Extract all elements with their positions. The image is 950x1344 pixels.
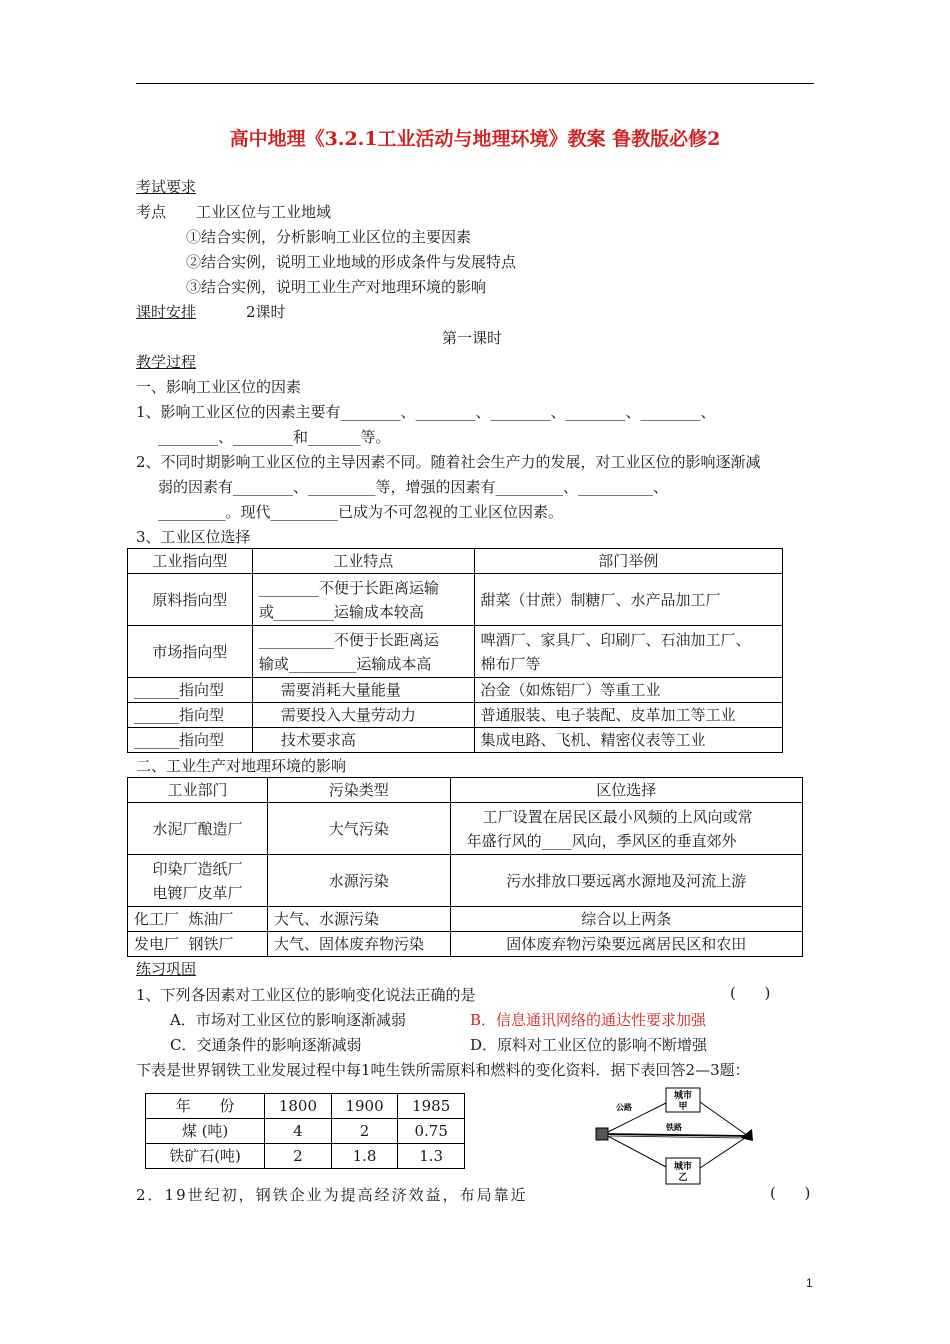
table-cell: 集成电路、飞机、精密仪表等工业 xyxy=(474,728,782,753)
table-cell: 4 xyxy=(265,1119,332,1144)
table-cell: ______指向型 xyxy=(128,728,253,753)
table-row xyxy=(128,574,783,626)
practice-heading: 练习巩固 xyxy=(136,960,197,978)
table-cell: 1.8 xyxy=(331,1144,398,1169)
table-cell: 技术要求高 xyxy=(252,728,474,753)
cell-line: 工厂设置在居民区最小风频的上风向或常 xyxy=(482,807,753,826)
table-row xyxy=(146,1119,465,1144)
exam-item-3: ③结合实例，说明工业生产对地理环境的影响 xyxy=(186,278,487,296)
transport-diagram xyxy=(590,1082,770,1188)
table-header: 区位选择 xyxy=(450,778,802,803)
section-2-heading: 二、工业生产对地理环境的影响 xyxy=(136,757,347,775)
factory-site-marker xyxy=(596,1128,608,1140)
question-2-line-1: 2、不同时期影响工业区位的主导因素不同。随着社会生产力的发展，对工业区位的影响逐渐减 xyxy=(136,453,761,471)
answer-paren-1: ( ) xyxy=(730,984,771,1002)
schedule-value: 2课时 xyxy=(246,303,286,321)
table-intro: 下表是世界钢铁工业发展过程中每1吨生铁所需原料和燃料的变化资料．据下表回答2—3题： xyxy=(136,1061,750,1079)
cell-line: ________不便于长距离运输 xyxy=(258,578,439,597)
table-row xyxy=(128,932,803,957)
exam-point-label: 考点 xyxy=(136,203,167,221)
railway-line xyxy=(604,1134,748,1136)
table-cell: 大气污染 xyxy=(267,803,450,855)
table-cell: 煤 (吨) xyxy=(146,1119,265,1144)
table-header: 1900 xyxy=(331,1094,398,1119)
table-cell: 0.75 xyxy=(398,1119,465,1144)
line-city-b-to-site xyxy=(700,1136,748,1168)
table-cell: 固体废弃物污染要远离居民区和农田 xyxy=(450,932,802,957)
table-cell: 甜菜（甘蔗）制糖厂、水产品加工厂 xyxy=(474,574,782,626)
table-cell: 综合以上两条 xyxy=(450,907,802,932)
cell-line: 电镀厂皮革厂 xyxy=(152,883,243,902)
option-a: A．市场对工业区位的影响逐渐减弱 xyxy=(170,1011,406,1029)
option-b: B．信息通讯网络的通达性要求加强 xyxy=(470,1011,707,1029)
cell-line: 年盛行风的____风向，季风区的垂直郊外 xyxy=(466,831,737,850)
answer-paren-2: ( ) xyxy=(770,1184,811,1202)
table-cell: 污水排放口要远离水源地及河流上游 xyxy=(450,855,802,907)
table-cell: 冶金（如炼铝厂）等重工业 xyxy=(474,678,782,703)
cell-line: 啤酒厂、家具厂、印刷厂、石油加工厂、 xyxy=(480,630,751,649)
table-header: 年 份 xyxy=(146,1094,265,1119)
table-header: 工业特点 xyxy=(252,549,474,574)
table-cell: 需要投入大量劳动力 xyxy=(252,703,474,728)
cell-line: 棉布厂等 xyxy=(480,654,541,673)
option-c: C．交通条件的影响逐渐减弱 xyxy=(170,1036,362,1054)
page-number: 1 xyxy=(806,1276,813,1290)
table-cell xyxy=(450,803,802,855)
table-cell xyxy=(252,626,474,678)
table-row xyxy=(146,1144,465,1169)
road-to-city-b xyxy=(604,1134,668,1168)
schedule-label: 课时安排 xyxy=(136,303,197,321)
table-cell: 原料指向型 xyxy=(128,574,253,626)
table-cell: 2 xyxy=(331,1119,398,1144)
table-cell: 发电厂 钢铁厂 xyxy=(128,932,268,957)
table-cell: 铁矿石(吨) xyxy=(146,1144,265,1169)
table-row xyxy=(128,678,783,703)
exam-point-name: 工业区位与工业地域 xyxy=(196,203,332,221)
table-header-row xyxy=(146,1094,465,1119)
option-d: D．原料对工业区位的影响不断增强 xyxy=(470,1036,708,1054)
table-cell: 需要消耗大量能量 xyxy=(252,678,474,703)
cell-line: 印染厂造纸厂 xyxy=(152,859,243,878)
table-cell: ______指向型 xyxy=(128,678,253,703)
process-heading: 教学过程 xyxy=(136,353,197,371)
cell-line: 或________运输成本较高 xyxy=(258,602,424,621)
section-1-heading: 一、影响工业区位的因素 xyxy=(136,378,302,396)
exam-heading: 考试要求 xyxy=(136,178,197,196)
industry-location-table xyxy=(127,548,783,753)
question-3: 3、工业区位选择 xyxy=(136,528,251,546)
table-header: 1985 xyxy=(398,1094,465,1119)
cell-line: 输或_________运输成本高 xyxy=(258,654,432,673)
exam-item-2: ②结合实例，说明工业地域的形成条件与发展特点 xyxy=(186,253,517,271)
city-b-label-line-2: 乙 xyxy=(678,1173,688,1183)
table-cell: 大气、水源污染 xyxy=(267,907,450,932)
exam-item-1: ①结合实例，分析影响工业区位的主要因素 xyxy=(186,228,472,246)
table-header-row xyxy=(128,549,783,574)
practice-question-1: 1、下列各因素对工业区位的影响变化说法正确的是 xyxy=(136,986,476,1004)
table-header: 1800 xyxy=(265,1094,332,1119)
pollution-table xyxy=(127,777,803,957)
table-cell: 2 xyxy=(265,1144,332,1169)
railway-label: 铁路 xyxy=(666,1123,682,1132)
city-a-label-line-2: 甲 xyxy=(678,1102,688,1112)
table-header-row xyxy=(128,778,803,803)
table-cell: 市场指向型 xyxy=(128,626,253,678)
table-cell: 水泥厂酿造厂 xyxy=(128,803,268,855)
table-header: 部门举例 xyxy=(474,549,782,574)
table-row xyxy=(128,803,803,855)
table-row xyxy=(128,907,803,932)
practice-question-2: 2．19世纪初，钢铁企业为提高经济效益，布局靠近 xyxy=(136,1186,528,1204)
table-cell xyxy=(252,574,474,626)
question-2-line-3: _________。现代_________已成为不可忽视的工业区位因素。 xyxy=(158,503,564,521)
table-row xyxy=(128,855,803,907)
lesson-title: 第一课时 xyxy=(442,329,503,347)
table-cell: 水源污染 xyxy=(267,855,450,907)
city-b-label-line-1: 城市 xyxy=(673,1162,693,1172)
table-header: 工业部门 xyxy=(128,778,268,803)
road-to-city-a xyxy=(604,1102,668,1134)
table-cell: 普通服装、电子装配、皮革加工等工业 xyxy=(474,703,782,728)
city-a-label-line-1: 城市 xyxy=(673,1091,693,1101)
line-city-a-to-site xyxy=(700,1102,748,1136)
page-title: 高中地理《3.2.1工业活动与地理环境》教案 鲁教版必修2 xyxy=(229,128,721,150)
table-cell xyxy=(474,626,782,678)
table-row xyxy=(128,728,783,753)
steel-resource-table xyxy=(145,1093,465,1169)
road-label: 公路 xyxy=(616,1103,632,1112)
question-1-line-1: 1、影响工业区位的因素主要有________、________、________、________、________、 xyxy=(136,403,716,421)
top-rule xyxy=(136,83,814,84)
table-cell: 1.3 xyxy=(398,1144,465,1169)
table-row xyxy=(128,703,783,728)
question-2-line-2: 弱的因素有________、_________等，增强的因素有_________、__________、 xyxy=(158,478,669,496)
table-cell: ______指向型 xyxy=(128,703,253,728)
question-1-line-2: ________、________和_______等。 xyxy=(158,428,391,446)
destination-triangle-marker xyxy=(740,1129,753,1141)
table-cell: 大气、固体废弃物污染 xyxy=(267,932,450,957)
table-cell: 化工厂 炼油厂 xyxy=(128,907,268,932)
cell-line: __________不便于长距离运 xyxy=(258,630,439,649)
table-row xyxy=(128,626,783,678)
table-cell xyxy=(128,855,268,907)
table-header: 污染类型 xyxy=(267,778,450,803)
table-header: 工业指向型 xyxy=(128,549,253,574)
